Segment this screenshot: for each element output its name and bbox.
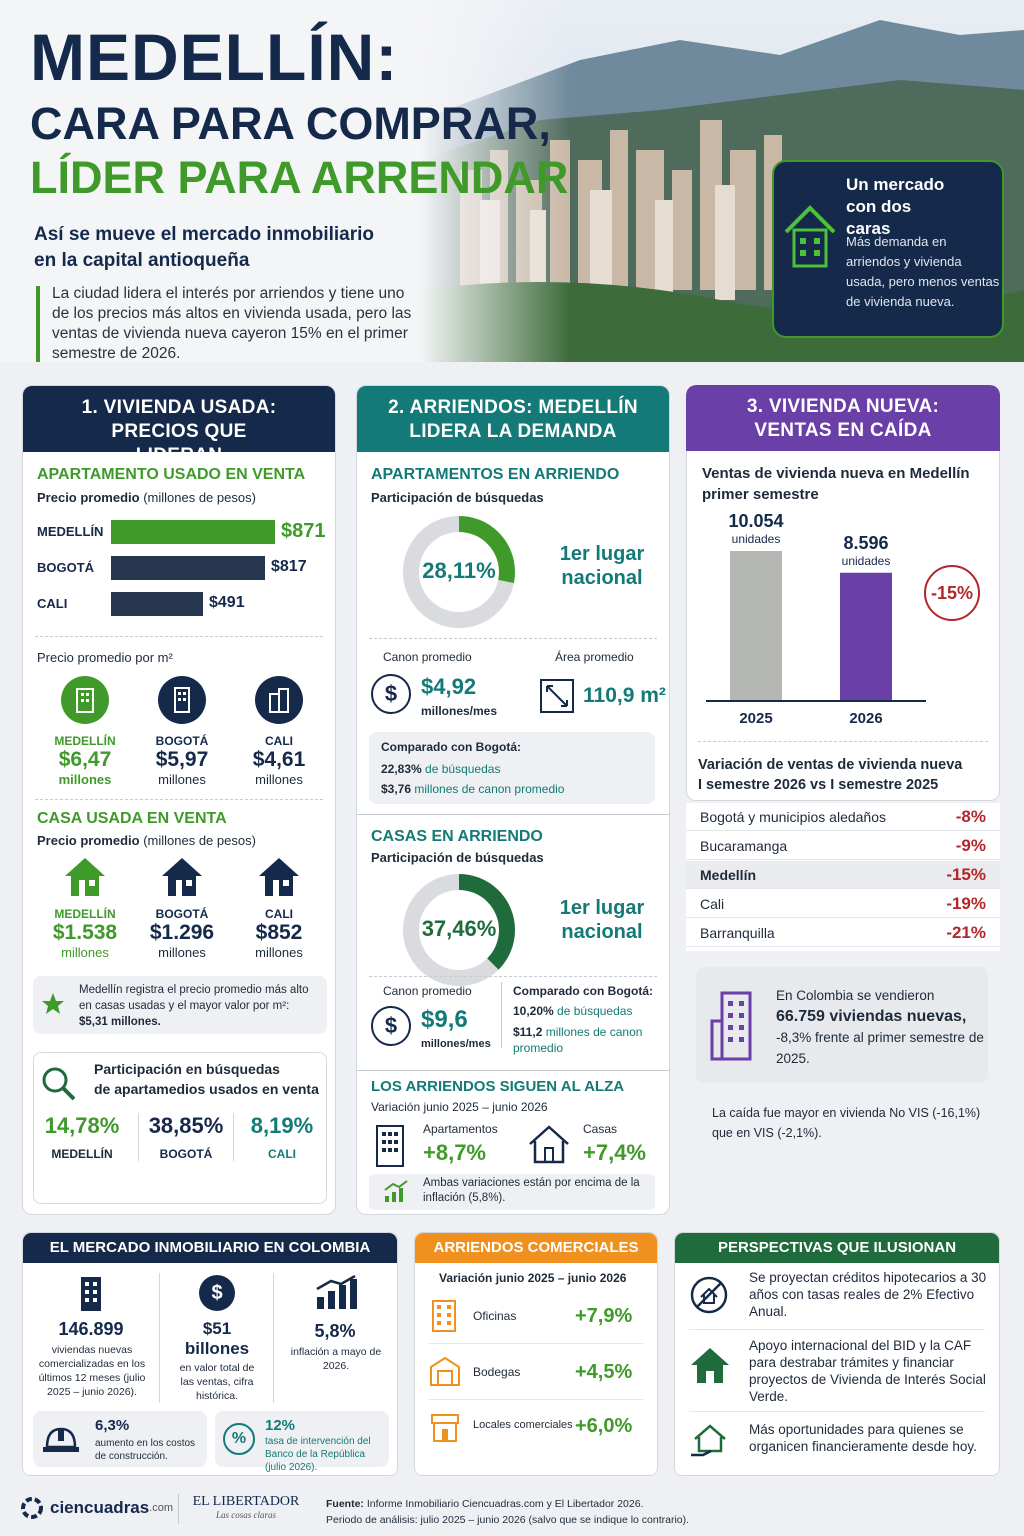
footer-period: Periodo de análisis: julio 2025 – junio 2026 (salvo que se indique lo contrario). (326, 1514, 690, 1526)
store-icon (429, 1411, 461, 1443)
apt-used-title: APARTAMENTO USADO EN VENTA (37, 466, 306, 483)
m2-bogota: BOGOTÁ $5,97 millones (134, 676, 230, 787)
search-cali: 8,19% CALI (250, 1113, 314, 1161)
var-city: Bucaramanga (700, 837, 788, 854)
price-bar (111, 520, 275, 544)
perspective-3: Más oportunidades para quienes se organicen financieramente desde hoy. (749, 1422, 977, 1454)
casa-canon-label: Canon promedio (383, 984, 472, 998)
house-icon (160, 856, 204, 898)
casa-medellin: MEDELLÍN $1.538 millones (37, 856, 133, 960)
growth-chart-icon (383, 1180, 409, 1204)
m5-box: % 12% tasa de intervención del Banco de la República (julio 2026). (215, 1411, 389, 1467)
area-label: Área promedio (555, 650, 634, 664)
casa-compare-1: 10,20% de búsquedas (513, 1004, 633, 1018)
var-row (686, 832, 1000, 860)
green-house-icon (689, 1345, 731, 1385)
intro-accent-bar (36, 286, 40, 362)
card-used-housing (22, 385, 336, 1215)
var-row (686, 803, 1000, 831)
bar-value-label: $871 (281, 520, 326, 542)
casa-cali: CALI $852 millones (231, 856, 327, 960)
hero-title-line2: CARA PARA COMPRAR, (30, 98, 551, 149)
canon-unit: millones/mes (421, 704, 498, 718)
bar-city-label: CALI (37, 596, 68, 611)
casa-grid (37, 856, 327, 966)
casa-compare-title: Comparado con Bogotá: (513, 984, 653, 998)
warehouse-icon (429, 1355, 461, 1387)
commercial-sub: Variación junio 2025 – junio 2026 (439, 1271, 627, 1285)
var-city: Barranquilla (700, 924, 775, 941)
alza-casa-label: Casas (583, 1122, 618, 1136)
area-icon (537, 676, 577, 716)
m2-medellin: MEDELLÍN $6,47 millones (37, 676, 133, 787)
casa-canon-value: $9,6 (421, 1006, 468, 1033)
building-icon (255, 676, 303, 724)
apt-rent-title: APARTAMENTOS EN ARRIENDO (371, 466, 620, 483)
hero-subtitle-line2: en la capital antioqueña (34, 250, 250, 271)
search-title-2: de apartamedios usados en venta (94, 1081, 319, 1097)
vis-note: La caída fue mayor en vivienda No VIS (-16,1%) que en VIS (-2,1%). (712, 1106, 981, 1140)
commercial-store-label: Locales comerciales (473, 1419, 573, 1431)
apartment-building-icon (371, 1122, 411, 1168)
office-icon (429, 1299, 459, 1333)
card-rentals-header: 2. ARRIENDOS: MEDELLÍN LIDERA LA DEMANDA (357, 386, 669, 452)
search-medellin: 14,78% MEDELLÍN (44, 1113, 120, 1161)
canon-label: Canon promedio (383, 650, 472, 664)
bar-city-label: MEDELLÍN (37, 524, 104, 539)
two-faces-text: Más demanda en arriendos y vivienda usada, pero menos ventas de vivienda nueva. (846, 234, 1000, 309)
sales-bar (840, 573, 892, 701)
sales-category-label: 2025 (739, 710, 773, 727)
casa-used-sub: Precio promedio (millones de pesos) (37, 833, 256, 848)
rent-compare-box: Comparado con Bogotá: 22,83% de búsquedas $3,76 millones de canon promedio (369, 732, 655, 804)
price-bar (111, 592, 203, 616)
dollar-coin-icon: $ (199, 1275, 235, 1311)
chart-title-1: Ventas de vivienda nueva en Medellín (702, 465, 970, 482)
var-city: Medellín (700, 866, 757, 883)
house-icon (63, 856, 107, 898)
casa-rent-title: CASAS EN ARRIENDO (371, 828, 543, 845)
sales-unit-label: unidades (841, 553, 891, 568)
hero-title-line1: MEDELLÍN: (30, 20, 399, 94)
m3-value: 5,8% (314, 1321, 356, 1341)
apt-used-sub: Precio promedio (millones de pesos) (37, 490, 256, 505)
var-row (686, 919, 1000, 947)
casa-rent-sub: Participación de búsquedas (371, 850, 544, 865)
commercial-warehouse-value: +4,5% (575, 1361, 633, 1383)
casa-bogota: BOGOTÁ $1.296 millones (134, 856, 230, 960)
house-building-icon (782, 196, 838, 270)
hero-intro: La ciudad lidera el interés por arriendos y tiene uno de los precios más altos en vivienda usada, pero las ventas de vivienda nueva cayeron 15% en el primer semestre de 2026. (52, 285, 412, 362)
var-value: -19% (946, 893, 986, 913)
var-value: -8% (955, 806, 986, 826)
var-value: -15% (946, 864, 986, 884)
commercial-warehouse-label: Bodegas (473, 1365, 521, 1379)
two-faces-box (772, 160, 1004, 338)
card-perspectives (674, 1232, 1000, 1476)
m3-text: inflación a mayo de 2026. (290, 1346, 382, 1372)
growth-bars-icon (315, 1275, 359, 1311)
building-icon (158, 676, 206, 724)
m2-cali: CALI $4,61 millones (231, 676, 327, 787)
var-table (686, 803, 1000, 951)
alza-sub: Variación junio 2025 – junio 2026 (371, 1100, 548, 1114)
price-bar (111, 556, 265, 580)
sales-category-label: 2026 (849, 710, 883, 727)
bar-value-label: $491 (209, 594, 245, 611)
m2-grid (37, 676, 327, 796)
casa-compare-2: $11,2 millones de canon promedio (513, 1025, 643, 1055)
no-interest-icon (689, 1275, 729, 1315)
card-used-housing-header: 1. VIVIENDA USADA: PRECIOS QUE LIDERAN (23, 386, 335, 452)
m1-text: viviendas nuevas comercializadas en los últimos 12 meses (julio 2025 – junio 2026). (38, 1344, 146, 1398)
area-value: 110,9 m² (583, 684, 666, 707)
chart-title-2: primer semestre (702, 486, 819, 503)
dollar-icon: $ (371, 674, 411, 714)
ciencuadras-logo-icon (20, 1496, 44, 1520)
ciencuadras-logo: ciencuadras .com (20, 1496, 173, 1520)
card-colombia-market (22, 1232, 398, 1476)
card-rentals (356, 385, 670, 1215)
two-faces-title: Un mercado con dos caras (846, 175, 945, 238)
colombia-box: En Colombia se vendieron 66.759 viviendas nuevas, -8,3% frente al primer semestre de 2025. (696, 967, 988, 1083)
perspectives-header: PERSPECTIVAS QUE ILUSIONAN (675, 1233, 999, 1263)
var-row (686, 890, 1000, 918)
casa-rent-pct: 37,46% (421, 916, 497, 941)
helmet-icon (41, 1423, 81, 1455)
casa-rent-rank: 1er lugar nacional (559, 897, 645, 943)
var-title-1: Variación de ventas de vivienda nueva (698, 757, 963, 773)
search-bogota: 38,85% BOGOTÁ (138, 1113, 234, 1161)
house-outline-icon (527, 1124, 571, 1164)
commercial-header: ARRIENDOS COMERCIALES (415, 1233, 657, 1263)
hero-subtitle-line1: Así se mueve el mercado inmobiliario (34, 224, 375, 245)
building-outline-icon (708, 987, 764, 1061)
m1-value: 146.899 (58, 1319, 124, 1339)
dollar-icon: $ (371, 1006, 411, 1046)
apt-rent-pct: 28,11% (422, 558, 496, 583)
commercial-office-label: Oficinas (473, 1309, 517, 1323)
building-icon (71, 1273, 111, 1313)
price-bar-row (37, 590, 327, 618)
var-row (686, 861, 1000, 889)
canon-value: $4,92 (421, 674, 477, 699)
perspective-2: Apoyo internacional del BID y la CAF para destrabar trámites y financiar proyectos de Vivienda de Interés Social Verde. (749, 1338, 986, 1404)
building-icon (61, 676, 109, 724)
search-box (33, 1052, 327, 1204)
m2-text: en valor total de las ventas, cifra histórica. (179, 1362, 255, 1402)
sales-unit-label: unidades (731, 532, 781, 546)
var-city: Cali (700, 895, 725, 912)
m4-box: 6,3% aumento en los costos de construcción. (33, 1411, 207, 1467)
casa-note: Medellín registra el precio promedio más alto en casas usadas y el mayor valor por m²: $5,31 millones. (33, 976, 327, 1034)
hero-title-line3: LÍDER PARA ARRENDAR (30, 152, 569, 203)
commercial-store-value: +6,0% (575, 1415, 633, 1437)
perspective-1: Se proyectan créditos hipotecarios a 30 años con tasas reales de 2% Efectivo Anual. (749, 1270, 987, 1319)
alza-apt-label: Apartamentos (423, 1122, 498, 1136)
sales-value-label: 8.596 (843, 532, 889, 553)
bar-city-label: BOGOTÁ (37, 560, 95, 575)
var-title-2: I semestre 2026 vs I semestre 2025 (698, 777, 939, 793)
m2-value: $51 billones (184, 1319, 250, 1358)
alza-casa-value: +7,4% (583, 1140, 646, 1165)
search-icon (40, 1065, 78, 1103)
house-hand-icon (689, 1421, 731, 1461)
hero (0, 0, 1024, 362)
price-bar-chart (37, 518, 327, 628)
m2-title: Precio promedio por m² (37, 650, 173, 665)
alza-note-box: Ambas variaciones están por encima de la inflación (5,8%). (369, 1174, 655, 1210)
sales-value-label: 10.054 (728, 511, 784, 531)
price-bar-row (37, 518, 327, 546)
alza-title: LOS ARRIENDOS SIGUEN AL ALZA (371, 1078, 625, 1095)
var-value: -21% (946, 922, 986, 942)
percent-icon: % (223, 1423, 255, 1455)
casa-canon-unit: millones/mes (421, 1038, 491, 1050)
colombia-market-header: EL MERCADO INMOBILIARIO EN COLOMBIA (23, 1233, 397, 1263)
libertador-logo: EL LIBERTADOR Las cosas claras (192, 1494, 300, 1520)
var-value: -9% (955, 835, 986, 855)
bar-value-label: $817 (271, 558, 307, 575)
casa-used-title: CASA USADA EN VENTA (37, 810, 227, 827)
card-new-housing-header: 3. VIVIENDA NUEVA: VENTAS EN CAÍDA (686, 385, 1000, 451)
footer: ciencuadras .com EL LIBERTADOR Las cosas claras Fuente: Informe Inmobiliario Ciencuadras.com y El Libertador 2026. Periodo de análisis: julio 2025 – junio 2026 (salvo que se indique lo contrario). (0, 1486, 1024, 1536)
alza-apt-value: +8,7% (423, 1140, 486, 1165)
card-new-housing (686, 385, 1000, 1215)
search-title-1: Participación en búsquedas (94, 1061, 280, 1077)
card-commercial-rentals (414, 1232, 658, 1476)
star-icon (41, 992, 65, 1016)
sales-bar (730, 551, 782, 701)
house-icon (257, 856, 301, 898)
var-city: Bogotá y municipios aledaños (700, 808, 887, 825)
price-bar-row (37, 554, 327, 582)
commercial-office-value: +7,9% (575, 1305, 633, 1327)
apt-rent-sub: Participación de búsquedas (371, 490, 544, 505)
change-badge: -15% (924, 565, 980, 621)
apt-rent-rank: 1er lugar nacional (559, 543, 645, 589)
